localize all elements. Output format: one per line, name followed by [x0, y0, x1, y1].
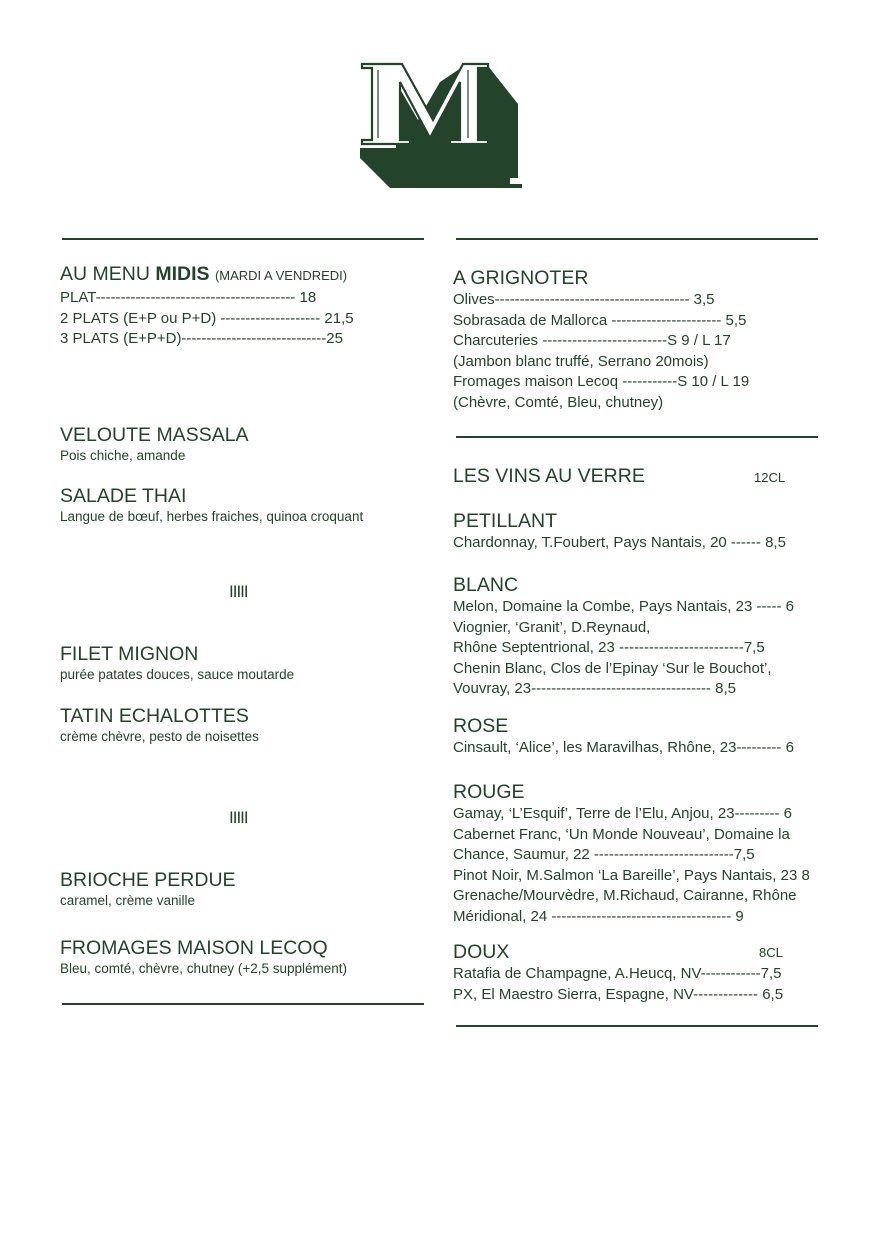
dish-veloute [60, 423, 249, 465]
dish-name: FILET MIGNON [60, 643, 199, 665]
dish-desc: caramel, crème vanille [60, 893, 196, 908]
wine-category-title: PETILLANT [453, 510, 558, 532]
wine-blanc [453, 573, 794, 700]
dish-tatin [60, 704, 259, 746]
snack-line: (Chèvre, Comté, Bleu, chutney) [453, 393, 664, 411]
wine-category-title: BLANC [453, 574, 519, 596]
wine-category-title: ROUGE [453, 781, 525, 803]
course-separator: IIIII [229, 582, 248, 601]
restaurant-logo [360, 60, 522, 190]
wine-line: Chardonnay, T.Foubert, Pays Nantais, 20 ------ 8,5 [453, 534, 786, 551]
wine-petillant [453, 509, 786, 554]
wine-doux [453, 940, 783, 1005]
lunch-line: 3 PLATS (E+P+D)-----------------------------25 [60, 330, 343, 347]
wine-line: PX, El Maestro Sierra, Espagne, NV------------- 6,5 [453, 985, 784, 1003]
dish-name: TATIN ECHALOTTES [60, 705, 249, 727]
wine-line: Melon, Domaine la Combe, Pays Nantais, 23 ----- 6 [453, 598, 794, 615]
dish-name: VELOUTE MASSALA [60, 424, 249, 446]
left-top-rule [62, 238, 424, 240]
wine-line: Vouvray, 23------------------------------------ 8,5 [453, 680, 736, 697]
wine-line: Cabernet Franc, ‘Un Monde Nouveau’, Domaine la [453, 825, 790, 843]
dish-fromages [60, 936, 347, 978]
wines-title: LES VINS AU VERRE [453, 465, 645, 487]
wine-category-title: ROSE [453, 715, 509, 737]
dish-filet [60, 642, 294, 684]
snacks-section [453, 266, 749, 413]
dish-desc: crème chèvre, pesto de noisettes [60, 729, 259, 744]
dish-name: BRIOCHE PERDUE [60, 869, 236, 891]
lunch-title [60, 262, 354, 288]
dish-name: SALADE THAI [60, 485, 187, 507]
dish-desc: Bleu, comté, chèvre, chutney (+2,5 supplément) [60, 961, 348, 976]
right-middle-rule [456, 436, 818, 438]
wines-header [453, 464, 645, 488]
wines-unit: 12CL [754, 470, 786, 485]
lunch-line: 2 PLATS (E+P ou P+D) -------------------- 21,5 [60, 309, 354, 327]
dish-brioche [60, 868, 236, 910]
dish-salade [60, 484, 363, 526]
right-top-rule [456, 238, 818, 240]
wine-line: Méridional, 24 ------------------------------------ 9 [453, 907, 744, 925]
snack-line: Fromages maison Lecoq -----------S 10 / L 19 [453, 373, 750, 390]
dish-desc: Pois chiche, amande [60, 448, 186, 463]
lunch-line: PLAT---------------------------------------- 18 [60, 289, 317, 306]
snack-line: Olives--------------------------------------- 3,5 [453, 291, 715, 308]
wine-rose [453, 714, 794, 759]
lunch-menu [60, 262, 354, 350]
wine-line: Cinsault, ‘Alice’, les Maravilhas, Rhône, 23--------- 6 [453, 739, 794, 756]
wine-line: Chance, Saumur, 22 ----------------------------7,5 [453, 846, 755, 863]
wine-line: Viognier, ‘Granit’, D.Reynaud, [453, 618, 651, 636]
snack-line: Charcuteries -------------------------S 9 / L 17 [453, 332, 731, 349]
right-bottom-rule [456, 1025, 818, 1027]
wine-line: Ratafia de Champagne, A.Heucq, NV------------7,5 [453, 965, 782, 982]
left-bottom-rule [62, 1003, 424, 1005]
wine-line: Pinot Noir, M.Salmon ‘La Bareille’, Pays Nantais, 23 8 [453, 866, 810, 884]
wine-rouge [453, 780, 810, 927]
dish-desc: purée patates douces, sauce moutarde [60, 667, 295, 682]
lunch-title-pre: AU MENU [60, 263, 156, 285]
wine-line: Chenin Blanc, Clos de l’Epinay ‘Sur le Bouchot’, [453, 659, 772, 677]
dish-desc: Langue de bœuf, herbes fraiches, quinoa croquant [60, 509, 364, 524]
lunch-title-note: (MARDI A VENDREDI) [214, 268, 348, 283]
snack-line: Sobrasada de Mallorca ---------------------- 5,5 [453, 311, 747, 329]
dish-name: FROMAGES MAISON LECOQ [60, 937, 328, 959]
course-separator: IIIII [229, 808, 248, 827]
snack-line: (Jambon blanc truffé, Serrano 20mois) [453, 352, 709, 370]
wine-line: Grenache/Mourvèdre, M.Richaud, Cairanne, Rhône [453, 887, 797, 904]
wine-line: Gamay, ‘L’Esquif’, Terre de l’Elu, Anjou, 23--------- 6 [453, 805, 793, 822]
snacks-title: A GRIGNOTER [453, 267, 589, 289]
doux-unit: 8CL [759, 945, 783, 960]
wine-line: Rhône Septentrional, 23 -------------------------7,5 [453, 639, 765, 656]
wine-category-title: DOUX [453, 941, 510, 963]
lunch-title-bold: MIDIS [155, 263, 210, 285]
